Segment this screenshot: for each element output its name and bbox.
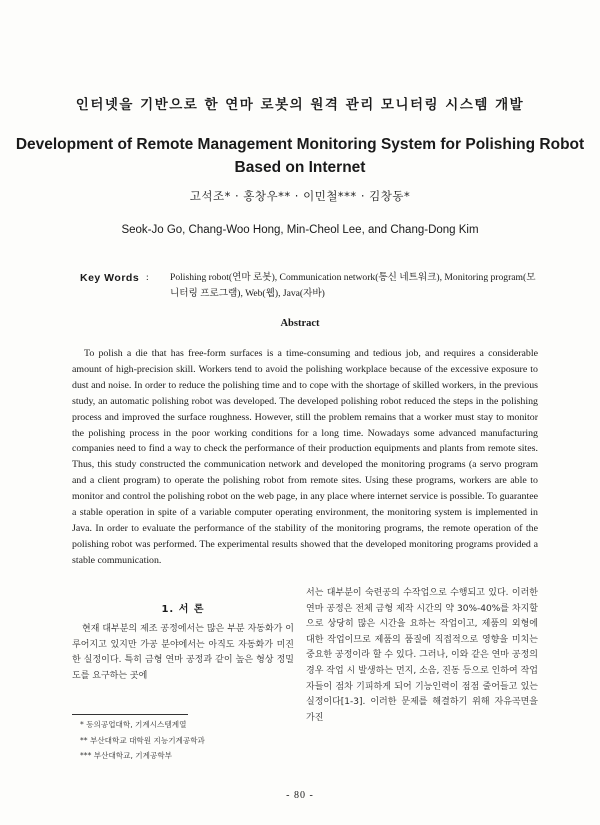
keywords-text: Polishing robot(연마 로봇), Communication network(통신 네트워크), Monitoring program(모니터링 프로그램), Web(웹), Java(자바)	[170, 272, 536, 299]
abstract-body: To polish a die that has free-form surfaces is a time-consuming and tedious job, and requires a considerable amount of high-precision skill. Workers tend to avoid the polishing workplace because of the excessive exposure to dust and noise. In order to reduce the polishing time and to cope with the shortage of skilled workers, in the previous study, an automatic polishing robot was developed. The developed polishing robot reduced the steps in the polishing process and improved the surface roughness. However, still the problem remains that a worker must stay to monitor the polishing process in the poor working conditions for a long time. Nowadays some advanced manufacturing companies need to find a way to check the performance of their production equipments and plants from remote sites. Thus, this study constructed the communication network and developed the monitoring programs (a servo program and a client program) to operate the polishing robot from remote sites. Using these programs, workers are able to monitor and control the polishing robot on the web page, in any place where internet service is possible. To guarantee a stable operation in spite of a variable computer operating environment, the monitoring system is implemented in Java. In order to evaluate the performance of the stability of the monitoring programs, the remote operation of the polishing robot was performed. The experimental results showed that the developed monitoring programs provided a stable communication.	[72, 348, 538, 566]
footnote-affiliation-1: * 동의공업대학, 기계시스템계열	[80, 720, 187, 729]
left-column	[72, 600, 294, 684]
right-column	[306, 586, 538, 726]
right-column-text: 서는 대부분이 숙련공의 수작업으로 수행되고 있다. 이러한 연마 공정은 전체 금형 제작 시간의 약 30%-40%를 차지할으로 상당히 많은 시간을 요하는 작업이고, 제품의 외형에 대한 작업이므로 제품의 품질에 직접적으로 영향을 미치는 중요한 공정이라 할 수 있다. 그러나, 이와 같은 연마 공정의 경우 작업 시 발생하는 먼지, 소음, 진동 등으로 인하여 작업자들이 점차 기피하게 되어 기능인력이 점점 줄어들고 있는 실정이다[1-3]. 이러한 문제를 해결하기 위해 자유곡면을 가진	[306, 588, 538, 723]
footnotes	[80, 717, 300, 764]
keywords-label: Key Words	[80, 272, 140, 284]
left-column-text: 현재 대부분의 제조 공정에서는 많은 부분 자동화가 이루어지고 있지만 가공 분야에서는 아직도 자동화가 미진한 실정이다. 특히 금형 연마 공정과 같이 높은 형상 정밀도를 요구하는 곳에	[72, 624, 294, 681]
page-number: - 80 -	[286, 790, 314, 801]
english-title: Development of Remote Management Monitoring System for Polishing Robot Based on Internet	[15, 136, 585, 176]
footnote-affiliation-3: *** 부산대학교, 기계공학부	[80, 751, 172, 760]
korean-title: 인터넷을 기반으로 한 연마 로봇의 원격 관리 모니터링 시스템 개발	[75, 97, 525, 113]
keywords-colon: :	[146, 272, 149, 283]
korean-authors: 고석조* · 홍창우** · 이민철*** · 김창동*	[189, 189, 411, 203]
footnote-affiliation-2: ** 부산대학교 대학원 지능기계공학과	[80, 735, 205, 745]
section-heading-introduction: 1. 서 론	[161, 604, 205, 615]
english-authors: Seok-Jo Go, Chang-Woo Hong, Min-Cheol Lee, and Chang-Dong Kim	[121, 224, 479, 236]
abstract-heading: Abstract	[280, 318, 320, 329]
footnote-divider	[72, 714, 188, 715]
